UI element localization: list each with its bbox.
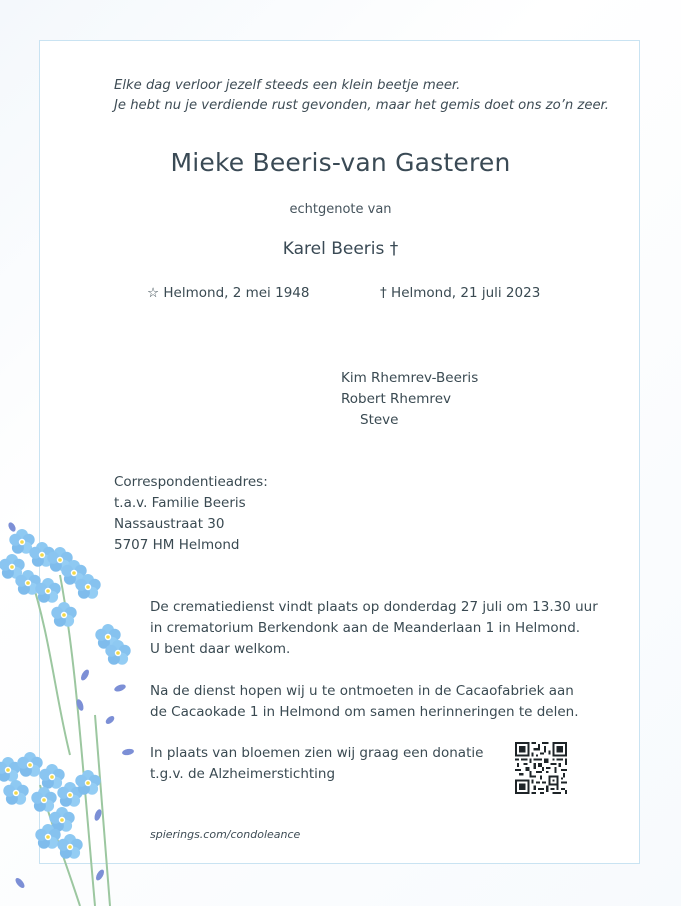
- family-member: Robert Rhemrev: [341, 391, 451, 407]
- qr-code-icon[interactable]: [515, 742, 567, 794]
- spouse-label: echtgenote van: [289, 202, 392, 217]
- service-line: in crematorium Berkendonk aan de Meanderlaan 1 in Helmond.: [150, 620, 581, 636]
- donation-paragraph: [150, 743, 483, 785]
- reception-line: de Cacaokade 1 in Helmond om samen herinneringen te delen.: [150, 704, 579, 720]
- death-date: † Helmond, 21 juli 2023: [380, 285, 541, 301]
- reception-line: Na de dienst hopen wij u te ontmoeten in de Cacaofabriek aan: [150, 683, 574, 699]
- memorial-quote: [114, 76, 609, 116]
- service-line: De crematiedienst vindt plaats op donderdag 27 juli om 13.30 uur: [150, 599, 598, 615]
- donation-line: t.g.v. de Alzheimerstichting: [150, 766, 336, 782]
- family-member: Steve: [360, 412, 399, 428]
- service-line: U bent daar welkom.: [150, 641, 291, 657]
- website-link[interactable]: spierings.com/condoleance: [150, 828, 301, 841]
- forget-me-not-flowers-image: [0, 515, 150, 906]
- family-member: Kim Rhemrev-Beeris: [341, 370, 479, 386]
- correspondence-street: Nassaustraat 30: [114, 516, 225, 532]
- deceased-name: Mieke Beeris-van Gasteren: [170, 148, 511, 177]
- reception-paragraph: [150, 681, 579, 723]
- quote-line-2: Je hebt nu je verdiende rust gevonden, maar het gemis doet ons zo’n zeer.: [114, 98, 609, 113]
- family-list: [341, 368, 478, 431]
- correspondence-attn: t.a.v. Familie Beeris: [114, 495, 246, 511]
- correspondence-title: Correspondentieadres:: [114, 474, 268, 490]
- birth-date: ☆ Helmond, 2 mei 1948: [147, 285, 310, 301]
- service-paragraph: [150, 597, 598, 660]
- quote-line-1: Elke dag verloor jezelf steeds een klein beetje meer.: [114, 78, 461, 93]
- spouse-name: Karel Beeris †: [282, 239, 399, 259]
- correspondence-city: 5707 HM Helmond: [114, 537, 240, 553]
- donation-line: In plaats van bloemen zien wij graag een donatie: [150, 745, 484, 761]
